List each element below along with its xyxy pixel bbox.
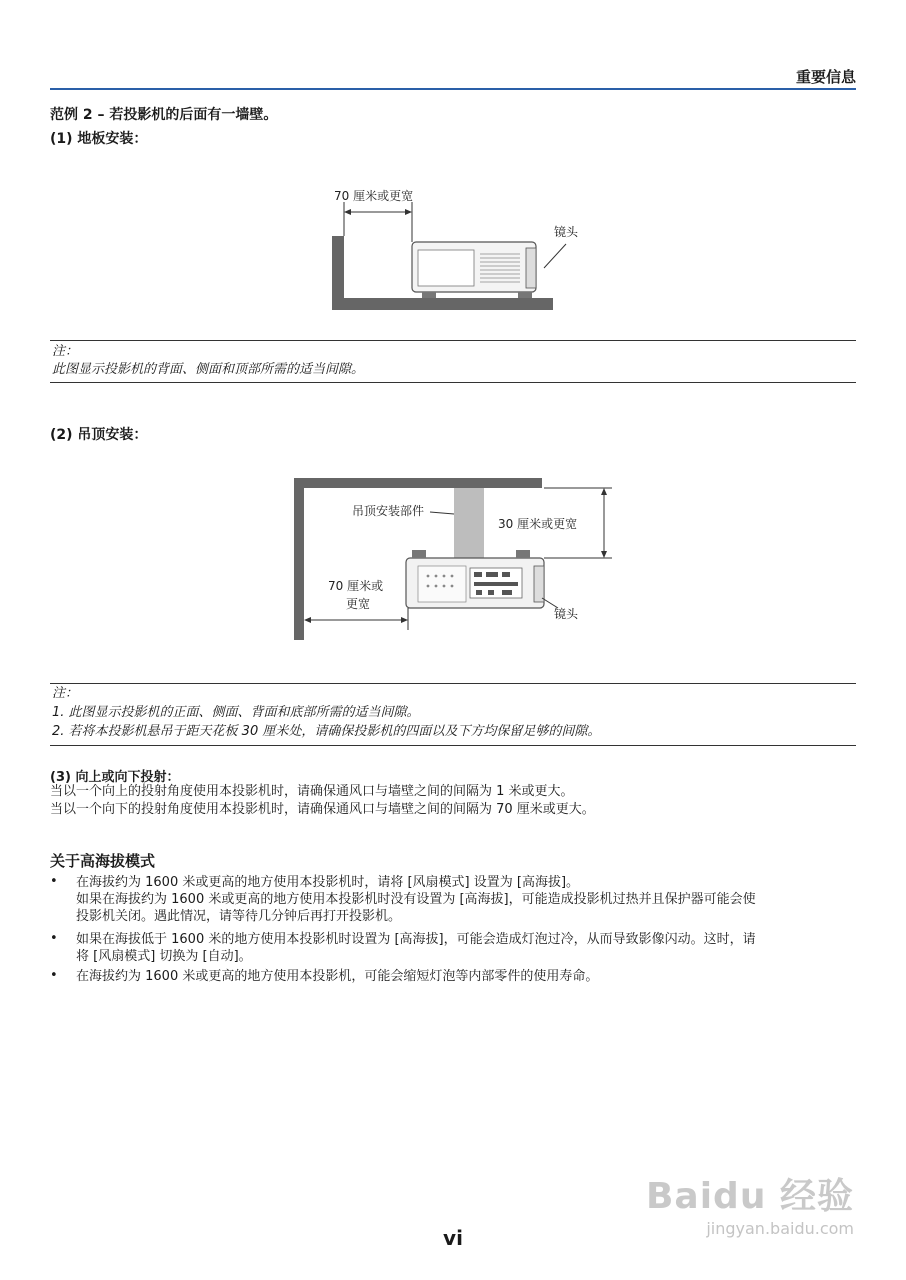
ceiling-lens-label: 镜头 [554,607,579,621]
altitude-b1-line1: 在海拔约为 1600 米或更高的地方使用本投影机时，请将 [风扇模式] 设置为 [高海拔]。 [76,875,580,890]
floor-lens-label: 镜头 [554,225,579,239]
floor-install-heading: (1) 地板安装： [50,131,148,147]
bullet-marker: • [50,968,58,983]
altitude-b2-line2: 将 [风扇模式] 切换为 [自动]。 [76,949,252,964]
ceiling-note-1: 1. 此图显示投影机的正面、侧面、背面和底部所需的适当间隙。 [52,705,420,720]
example-title: 范例 2 – 若投影机的后面有一墙壁。 [50,107,278,123]
altitude-bullet-2 [76,931,858,965]
floor-note-label: 注： [52,344,79,359]
lens-housing [534,566,544,602]
bullet-marker: • [50,874,58,889]
floor-dimension-label: 70 厘米或更宽 [334,189,414,203]
projection-heading: (3) 向上或向下投射： [50,770,180,785]
altitude-bullet-1 [76,874,858,925]
ceiling-install-diagram [290,474,620,644]
page-number: vi [443,1226,463,1250]
altitude-b1-line3: 投影机关闭。遇此情况，请等待几分钟后再打开投影机。 [76,909,402,924]
note-divider [50,683,856,684]
altitude-title: 关于高海拔模式 [50,852,156,870]
note-divider [50,382,856,383]
projection-line-1: 当以一个向上的投射角度使用本投影机时，请确保通风口与墙壁之间的间隔为 1 米或更大。 [50,784,574,799]
header-divider [50,88,856,90]
altitude-b3-line1: 在海拔约为 1600 米或更高的地方使用本投影机，可能会缩短灯泡等内部零件的使用寿命。 [76,969,599,984]
side-dimension-label-2: 更宽 [346,597,371,611]
projector-foot [422,292,436,298]
altitude-b1-line2: 如果在海拔约为 1600 米或更高的地方使用本投影机时没有设置为 [高海拔]，可能造成投影机过热并且保护器可能会使 [76,892,756,907]
projector-foot [412,550,426,558]
ceiling-mount [454,488,484,558]
ceiling-note-label: 注： [52,686,79,701]
bullet-marker: • [50,931,58,946]
height-dimension-label: 30 厘米或更宽 [498,517,578,531]
projection-line-2: 当以一个向下的投射角度使用本投影机时，请确保通风口与墙壁之间的间隔为 70 厘米或更大。 [50,802,595,817]
watermark-brand: Baidu 经验 [645,1176,854,1217]
ceiling-install-heading: (2) 吊顶安装： [50,427,148,443]
floor-note-text: 此图显示投影机的背面、侧面和顶部所需的适当间隙。 [52,362,365,377]
lens-housing [526,248,536,288]
floor-install-diagram [320,180,579,320]
side-dimension-label-1: 70 厘米或 [328,579,384,593]
section-title: 重要信息 [795,68,856,86]
projector-foot [516,550,530,558]
projector-foot [518,292,532,298]
mount-label: 吊顶安装部件 [352,504,425,518]
altitude-bullet-3 [76,968,858,985]
watermark-url: jingyan.baidu.com [706,1219,854,1238]
note-divider [50,340,856,341]
ceiling-note-2: 2. 若将本投影机悬吊于距天花板 30 厘米处，请确保投影机的四面以及下方均保留足够的间隙。 [52,724,601,739]
altitude-b2-line1: 如果在海拔低于 1600 米的地方使用本投影机时设置为 [高海拔]，可能会造成灯泡过冷，从而导致影像闪动。这时，请 [76,932,756,947]
note-divider [50,745,856,746]
